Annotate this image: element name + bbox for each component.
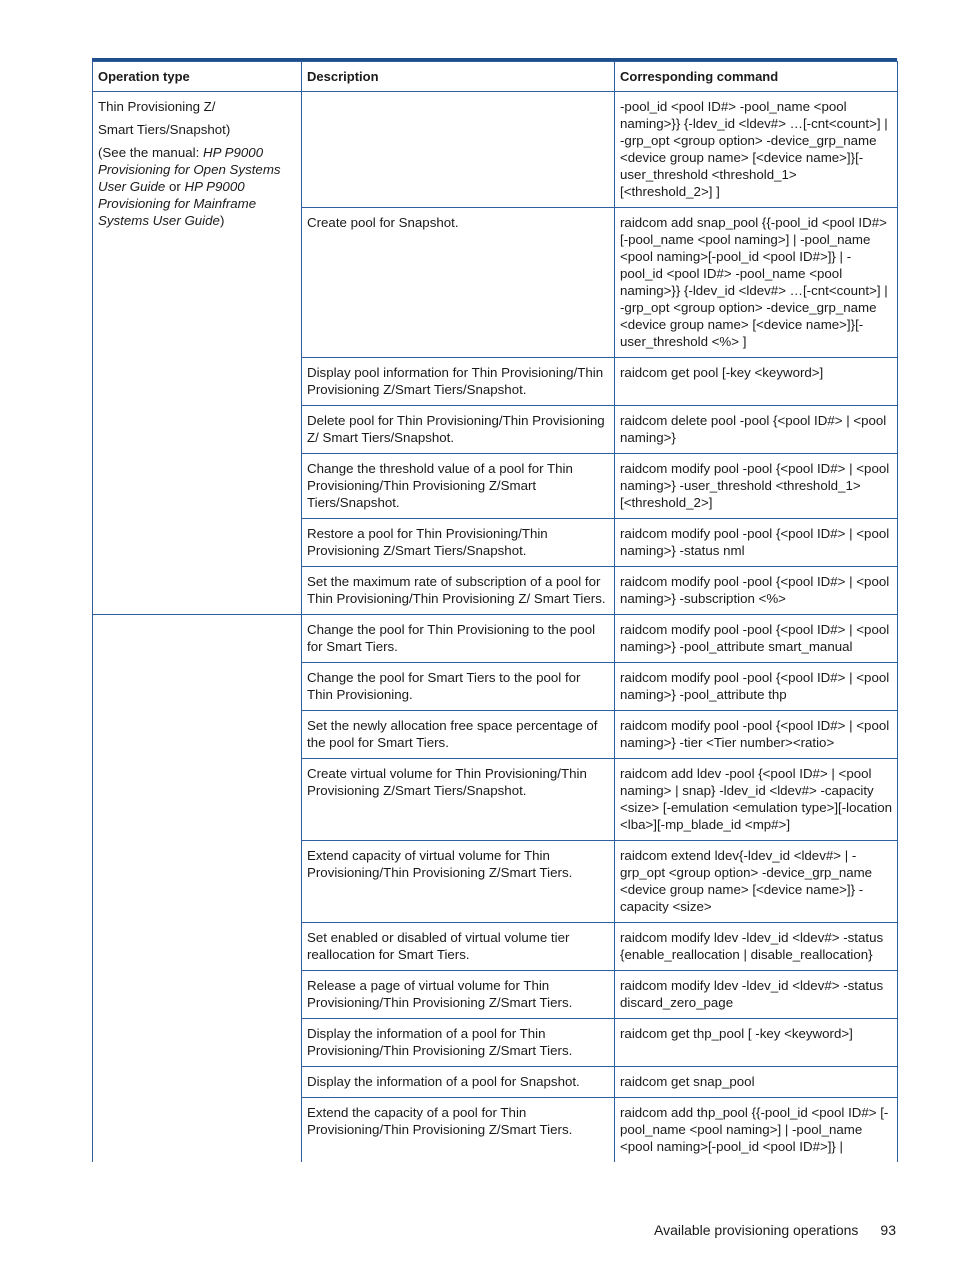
provisioning-operations-table <box>92 61 898 1162</box>
description-cell: Display pool information for Thin Provisioning/Thin Provisioning Z/Smart Tiers/Snapshot. <box>302 358 615 406</box>
description-cell: Set the maximum rate of subscription of a pool for Thin Provisioning/Thin Provisioning Z/ Smart Tiers. <box>302 567 615 615</box>
description-cell: Release a page of virtual volume for Thin Provisioning/Thin Provisioning Z/Smart Tiers. <box>302 971 615 1019</box>
footer-section-title: Available provisioning operations <box>653 1222 859 1238</box>
command-cell: raidcom modify pool -pool {<pool ID#> | <pool naming>} -pool_attribute thp <box>615 663 898 711</box>
command-cell: raidcom add ldev -pool {<pool ID#> | <pool naming> | snap} -ldev_id <ldev#> -capacity <size> [-emulation <emulation type>][-location <lba>][-mp_blade_id <mp#>] <box>615 759 898 841</box>
command-cell: raidcom modify pool -pool {<pool ID#> | <pool naming>} -tier <Tier number><ratio> <box>615 711 898 759</box>
command-cell: raidcom get thp_pool [ -key <keyword>] <box>615 1019 898 1067</box>
note-suffix: ) <box>219 213 225 228</box>
command-cell: raidcom get snap_pool <box>615 1067 898 1098</box>
description-cell: Restore a pool for Thin Provisioning/Thin Provisioning Z/Smart Tiers/Snapshot. <box>302 519 615 567</box>
note-prefix: (See the manual: <box>98 145 203 160</box>
command-cell: raidcom modify ldev -ldev_id <ldev#> -status discard_zero_page <box>615 971 898 1019</box>
header-operation-type: Operation type <box>93 62 302 92</box>
operation-type-line: Smart Tiers/Snapshot) <box>98 122 231 137</box>
operation-type-line: Thin Provisioning Z/ <box>98 99 216 114</box>
page-number: 93 <box>880 1222 896 1238</box>
header-corresponding-command: Corresponding command <box>615 62 898 92</box>
command-cell: raidcom modify pool -pool {<pool ID#> | <pool naming>} -user_threshold <threshold_1> [<threshold_2>] <box>615 454 898 519</box>
description-cell: Display the information of a pool for Thin Provisioning/Thin Provisioning Z/Smart Tiers. <box>302 1019 615 1067</box>
manual-reference-note <box>98 144 296 229</box>
description-cell <box>302 92 615 208</box>
command-cell: raidcom modify pool -pool {<pool ID#> | <pool naming>} -pool_attribute smart_manual <box>615 615 898 663</box>
description-cell: Change the threshold value of a pool for Thin Provisioning/Thin Provisioning Z/Smart Tiers/Snapshot. <box>302 454 615 519</box>
command-cell: raidcom get pool [-key <keyword>] <box>615 358 898 406</box>
table-header-row <box>93 62 898 92</box>
command-cell: raidcom modify pool -pool {<pool ID#> | <pool naming>} -subscription <%> <box>615 567 898 615</box>
note-connector: or <box>165 179 185 194</box>
description-cell: Change the pool for Thin Provisioning to the pool for Smart Tiers. <box>302 615 615 663</box>
description-cell: Create pool for Snapshot. <box>302 208 615 358</box>
description-cell: Extend capacity of virtual volume for Thin Provisioning/Thin Provisioning Z/Smart Tiers. <box>302 841 615 923</box>
operation-type-cell <box>93 92 302 615</box>
description-cell: Set enabled or disabled of virtual volume tier reallocation for Smart Tiers. <box>302 923 615 971</box>
command-cell: raidcom modify pool -pool {<pool ID#> | <pool naming>} -status nml <box>615 519 898 567</box>
table-row <box>93 92 898 208</box>
description-cell: Create virtual volume for Thin Provisioning/Thin Provisioning Z/Smart Tiers/Snapshot. <box>302 759 615 841</box>
description-cell: Set the newly allocation free space percentage of the pool for Smart Tiers. <box>302 711 615 759</box>
description-cell: Delete pool for Thin Provisioning/Thin Provisioning Z/ Smart Tiers/Snapshot. <box>302 406 615 454</box>
command-cell: raidcom extend ldev{-ldev_id <ldev#> | -grp_opt <group option> -device_grp_name <device group name> [<device name>]} -capacity <size> <box>615 841 898 923</box>
command-cell: -pool_id <pool ID#> -pool_name <pool naming>}} {-ldev_id <ldev#> …[-cnt<count>] | -grp_opt <group option> -device_grp_name <device group name> [<device name>]}[-user_threshold <threshold_1> [<threshold_2>] ] <box>615 92 898 208</box>
description-cell: Change the pool for Smart Tiers to the pool for Thin Provisioning. <box>302 663 615 711</box>
manual-title-open-systems: HP P9000 Provisioning for Open Systems User Guide <box>98 145 281 194</box>
header-description: Description <box>302 62 615 92</box>
page-content <box>92 58 897 1162</box>
command-cell: raidcom delete pool -pool {<pool ID#> | <pool naming>} <box>615 406 898 454</box>
table-row <box>93 615 898 663</box>
command-cell: raidcom add thp_pool {{-pool_id <pool ID#> [-pool_name <pool naming>] | -pool_name <pool naming>[-pool_id <pool ID#>]} | <box>615 1098 898 1163</box>
description-cell: Display the information of a pool for Snapshot. <box>302 1067 615 1098</box>
manual-title-mainframe: HP P9000 Provisioning for Mainframe Systems User Guide <box>98 179 257 228</box>
page-footer <box>654 1222 896 1238</box>
description-cell: Extend the capacity of a pool for Thin Provisioning/Thin Provisioning Z/Smart Tiers. <box>302 1098 615 1163</box>
command-cell: raidcom modify ldev -ldev_id <ldev#> -status {enable_reallocation | disable_reallocation} <box>615 923 898 971</box>
operation-type-cell-empty <box>93 615 302 1163</box>
command-cell: raidcom add snap_pool {{-pool_id <pool ID#> [-pool_name <pool naming>] | -pool_name <pool naming>[-pool_id <pool ID#>]} | -pool_id <pool ID#> -pool_name <pool naming>}} {-ldev_id <ldev#> …[-cnt<count>] | -grp_opt <group option> -device_grp_name <device group name> [<device name>]}[-user_threshold <%> ] <box>615 208 898 358</box>
